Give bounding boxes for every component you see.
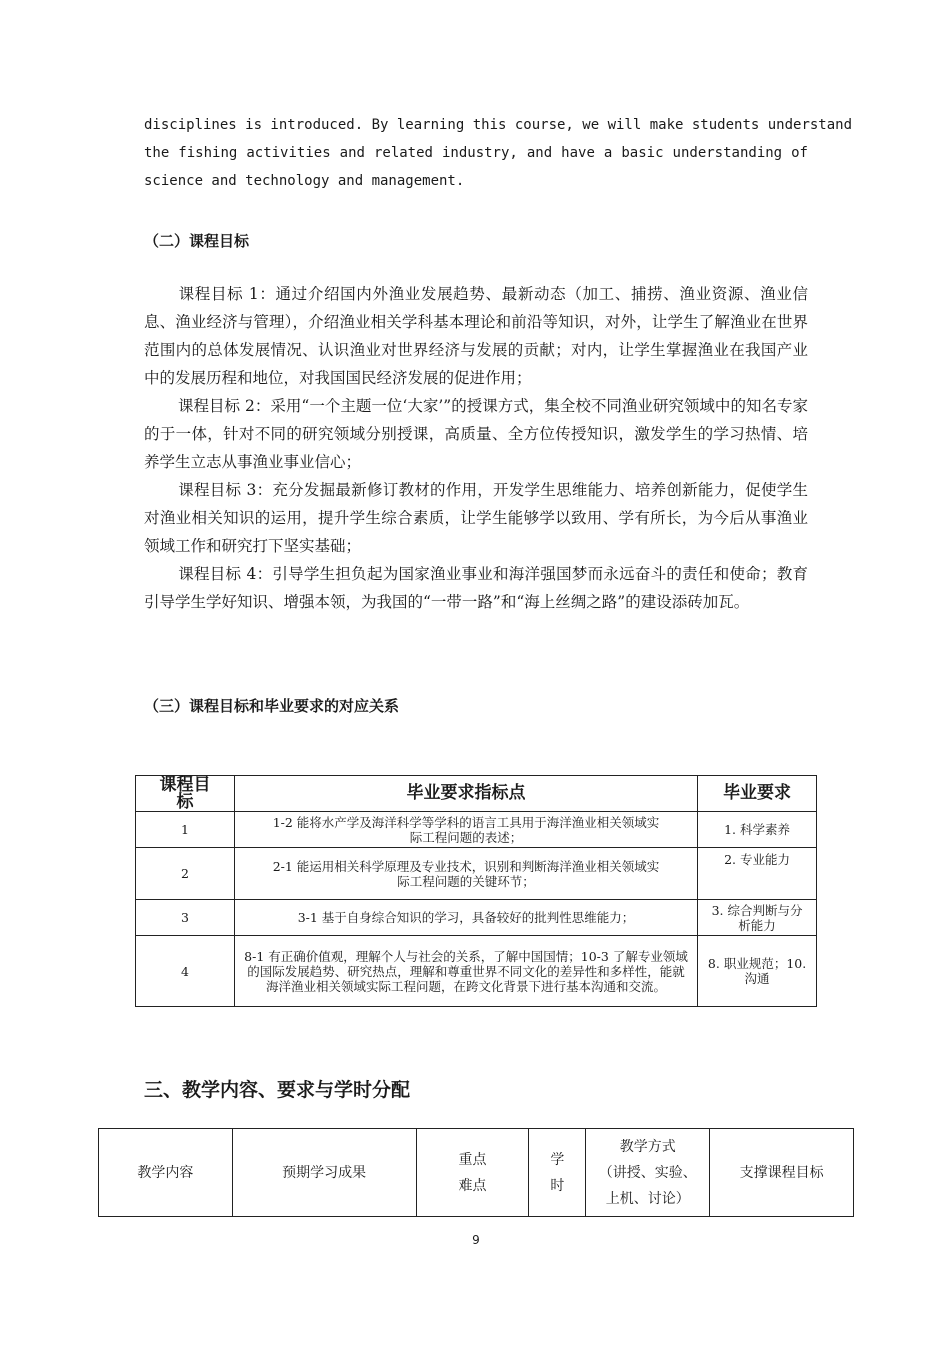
table-row	[136, 812, 817, 848]
requirement-cell: 1. 科学素养	[698, 812, 817, 848]
header-content: 教学内容	[99, 1129, 233, 1217]
table-row	[136, 900, 817, 936]
indicator-cell: 3-1 基于自身综合知识的学习，具备较好的批判性思维能力；	[234, 900, 697, 936]
header-course-goal: 课程目标	[136, 776, 235, 812]
chapter-heading: 三、教学内容、要求与学时分配	[144, 1079, 411, 1101]
header-outcome: 预期学习成果	[232, 1129, 416, 1217]
header-requirement: 毕业要求	[698, 776, 817, 812]
header-method: 教学方式 （讲授、实验、 上机、讨论）	[586, 1129, 710, 1217]
course-goal-3: 课程目标 3：充分发掘最新修订教材的作用，开发学生思维能力、培养创新能力，促使学生对渔业相关知识的运用，提升学生综合素质，让学生能够学以致用、学有所长，为今后从事渔业领域工作和研究打下坚实基础；	[144, 481, 808, 555]
table-row	[136, 936, 817, 1007]
table-header-row	[136, 776, 817, 812]
requirement-cell: 2. 专业能力	[698, 848, 817, 900]
goal-requirement-table	[135, 775, 817, 1007]
header-key-points: 重点 难点	[416, 1129, 529, 1217]
header-indicator: 毕业要求指标点	[234, 776, 697, 812]
goal-cell: 3	[136, 900, 235, 936]
requirement-cell: 8. 职业规范；10.沟通	[698, 936, 817, 1007]
intro-line-1: disciplines is introduced. By learning this course, we will make students understand	[144, 117, 853, 133]
indicator-cell: 1-2 能将水产学及海洋科学等学科的语言工具用于海洋渔业相关领域实际工程问题的表述；	[234, 812, 697, 848]
table-header-row	[99, 1129, 854, 1217]
teaching-content-table	[98, 1128, 854, 1217]
intro-line-3: science and technology and management.	[144, 173, 465, 189]
course-goal-4: 课程目标 4：引导学生担负起为国家渔业事业和海洋强国梦而永远奋斗的责任和使命；教育引导学生学好知识、增强本领，为我国的“一带一路”和“海上丝绸之路”的建设添砖加瓦。	[144, 565, 808, 611]
header-support-goal: 支撑课程目标	[710, 1129, 854, 1217]
course-goal-1: 课程目标 1：通过介绍国内外渔业发展趋势、最新动态（加工、捕捞、渔业资源、渔业信息、渔业经济与管理），介绍渔业相关学科基本理论和前沿等知识，对外，让学生了解渔业在世界范围内的总体发展情况、认识渔业对世界经济与发展的贡献；对内，让学生掌握渔业在我国产业中的发展历程和地位，对我国国民经济发展的促进作用；	[144, 285, 808, 387]
header-hours: 学 时	[529, 1129, 586, 1217]
requirement-cell: 3. 综合判断与分析能力	[698, 900, 817, 936]
goal-cell: 1	[136, 812, 235, 848]
section-heading-mapping: （三）课程目标和毕业要求的对应关系	[144, 697, 400, 715]
indicator-cell: 2-1 能运用相关科学原理及专业技术，识别和判断海洋渔业相关领域实际工程问题的关键环节；	[234, 848, 697, 900]
page-number: 9	[472, 1233, 480, 1247]
course-goals	[144, 280, 808, 616]
course-goal-2: 课程目标 2：采用“一个主题一位‘大家’”的授课方式，集全校不同渔业研究领域中的知名专家的于一体，针对不同的研究领域分别授课，高质量、全方位传授知识，激发学生的学习热情、培养学生立志从事渔业事业信心；	[144, 397, 808, 471]
section-heading-goals: （二）课程目标	[144, 232, 250, 250]
table-row	[136, 848, 817, 900]
goal-cell: 4	[136, 936, 235, 1007]
goal-cell: 2	[136, 848, 235, 900]
indicator-cell: 8-1 有正确价值观，理解个人与社会的关系，了解中国国情；10-3 了解专业领域的国际发展趋势、研究热点，理解和尊重世界不同文化的差异性和多样性，能就海洋渔业相关领域实际工程问题，在跨文化背景下进行基本沟通和交流。	[234, 936, 697, 1007]
intro-line-2: the fishing activities and related industry, and have a basic understanding of	[144, 145, 808, 161]
